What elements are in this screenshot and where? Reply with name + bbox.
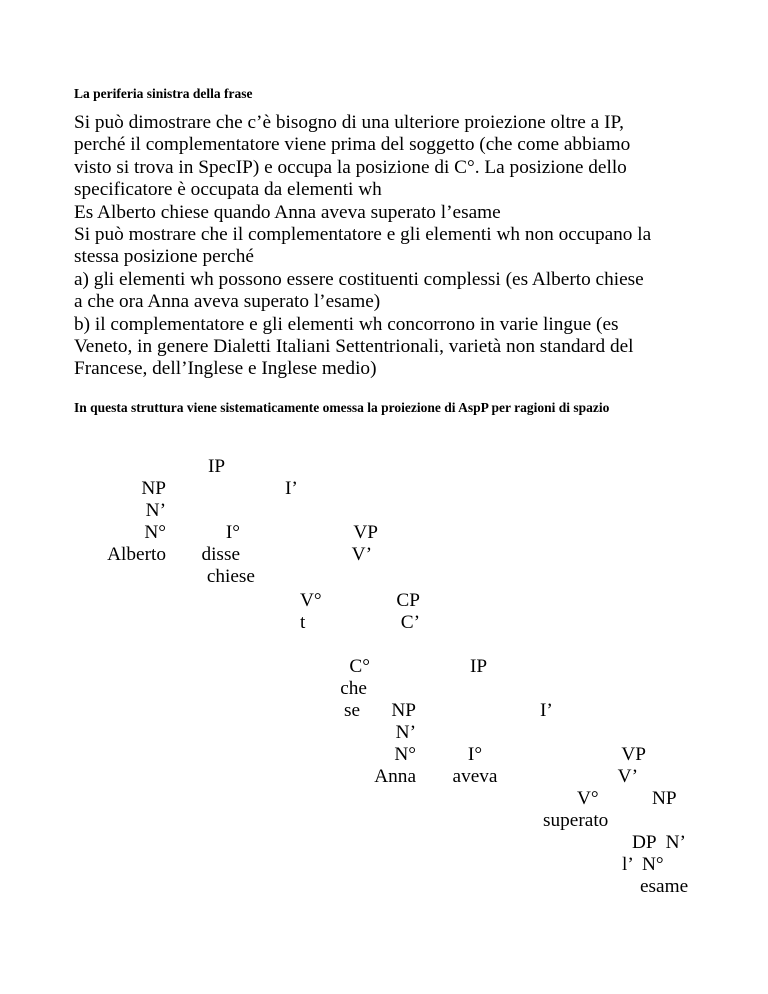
tree-node-ip-top: IP [208,456,226,477]
tree-node-article-n-head: l’ N° [622,854,664,875]
tree-leaf-superato: superato [543,810,609,831]
tree-node-c-head: C° [349,656,370,677]
body-line: Francese, dell’Inglese e Inglese medio) [74,358,377,380]
tree-node-vp-lower: VP [621,744,646,765]
tree-leaf-che: che [340,678,367,699]
tree-leaf-alberto: Alberto [107,544,166,565]
tree-node-i-head-top: I° [225,522,240,543]
tree-leaf-disse: disse [201,544,240,565]
aspp-note: In questa struttura viene sistematicamente omessa la proiezione di AspP per ragioni di spazio [74,400,610,415]
tree-leaf-se: se [343,700,360,721]
tree-node-v-head-lower: V° [577,788,599,809]
tree-leaf-chiese: chiese [206,566,255,587]
tree-leaf-anna: Anna [374,766,416,787]
body-line: specificatore è occupata da elementi wh [74,179,382,201]
body-line: a) gli elementi wh possono essere costituenti complessi (es Alberto chiese [74,268,644,290]
body-line: visto si trova in SpecIP) e occupa la posizione di C°. La posizione dello [74,156,627,178]
tree-node-np-anna: NP [391,700,416,721]
tree-node-i-bar-lower: I’ [540,700,553,721]
tree-node-np-object: NP [652,788,677,809]
tree-node-cp: CP [396,590,420,611]
body-line: a che ora Anna aveva superato l’esame) [74,291,381,313]
tree-node-v-bar-top: V’ [351,544,372,565]
tree-leaf-aveva: aveva [452,766,498,787]
tree-node-ip-lower: IP [470,656,488,677]
tree-node-vp-top: VP [353,522,378,543]
tree-node-v-bar-lower: V’ [617,766,638,787]
tree-node-dp-n-bar: DP N’ [632,832,686,853]
body-line: Veneto, in genere Dialetti Italiani Settentrionali, varietà non standard del [74,336,634,358]
body-line: perché il complementatore viene prima del soggetto (che come abbiamo [74,134,631,156]
tree-leaf-trace: t [300,612,306,633]
body-line: stessa posizione perché [74,246,254,268]
tree-node-c-bar: C’ [400,612,420,633]
tree-leaf-esame: esame [640,876,689,897]
tree-node-i-head-lower: I° [467,744,483,765]
tree-node-n-head-subject: N° [144,522,166,543]
body-line: Es Alberto chiese quando Anna aveva superato l’esame [74,201,501,223]
tree-node-np-subject: NP [141,478,166,499]
tree-node-v-head-top: V° [300,590,322,611]
tree-node-n-bar-anna: N’ [395,722,416,743]
body-line: Si può dimostrare che c’è bisogno di una ulteriore proiezione oltre a IP, [74,112,624,133]
tree-node-n-bar-subject: N’ [145,500,166,521]
body-line: Si può mostrare che il complementatore e gli elementi wh non occupano la [74,224,652,246]
tree-node-i-bar-top: I’ [285,478,298,499]
tree-node-n-head-anna: N° [394,744,416,765]
section-heading: La periferia sinistra della frase [74,86,253,101]
body-line: b) il complementatore e gli elementi wh concorrono in varie lingue (es [74,313,619,335]
